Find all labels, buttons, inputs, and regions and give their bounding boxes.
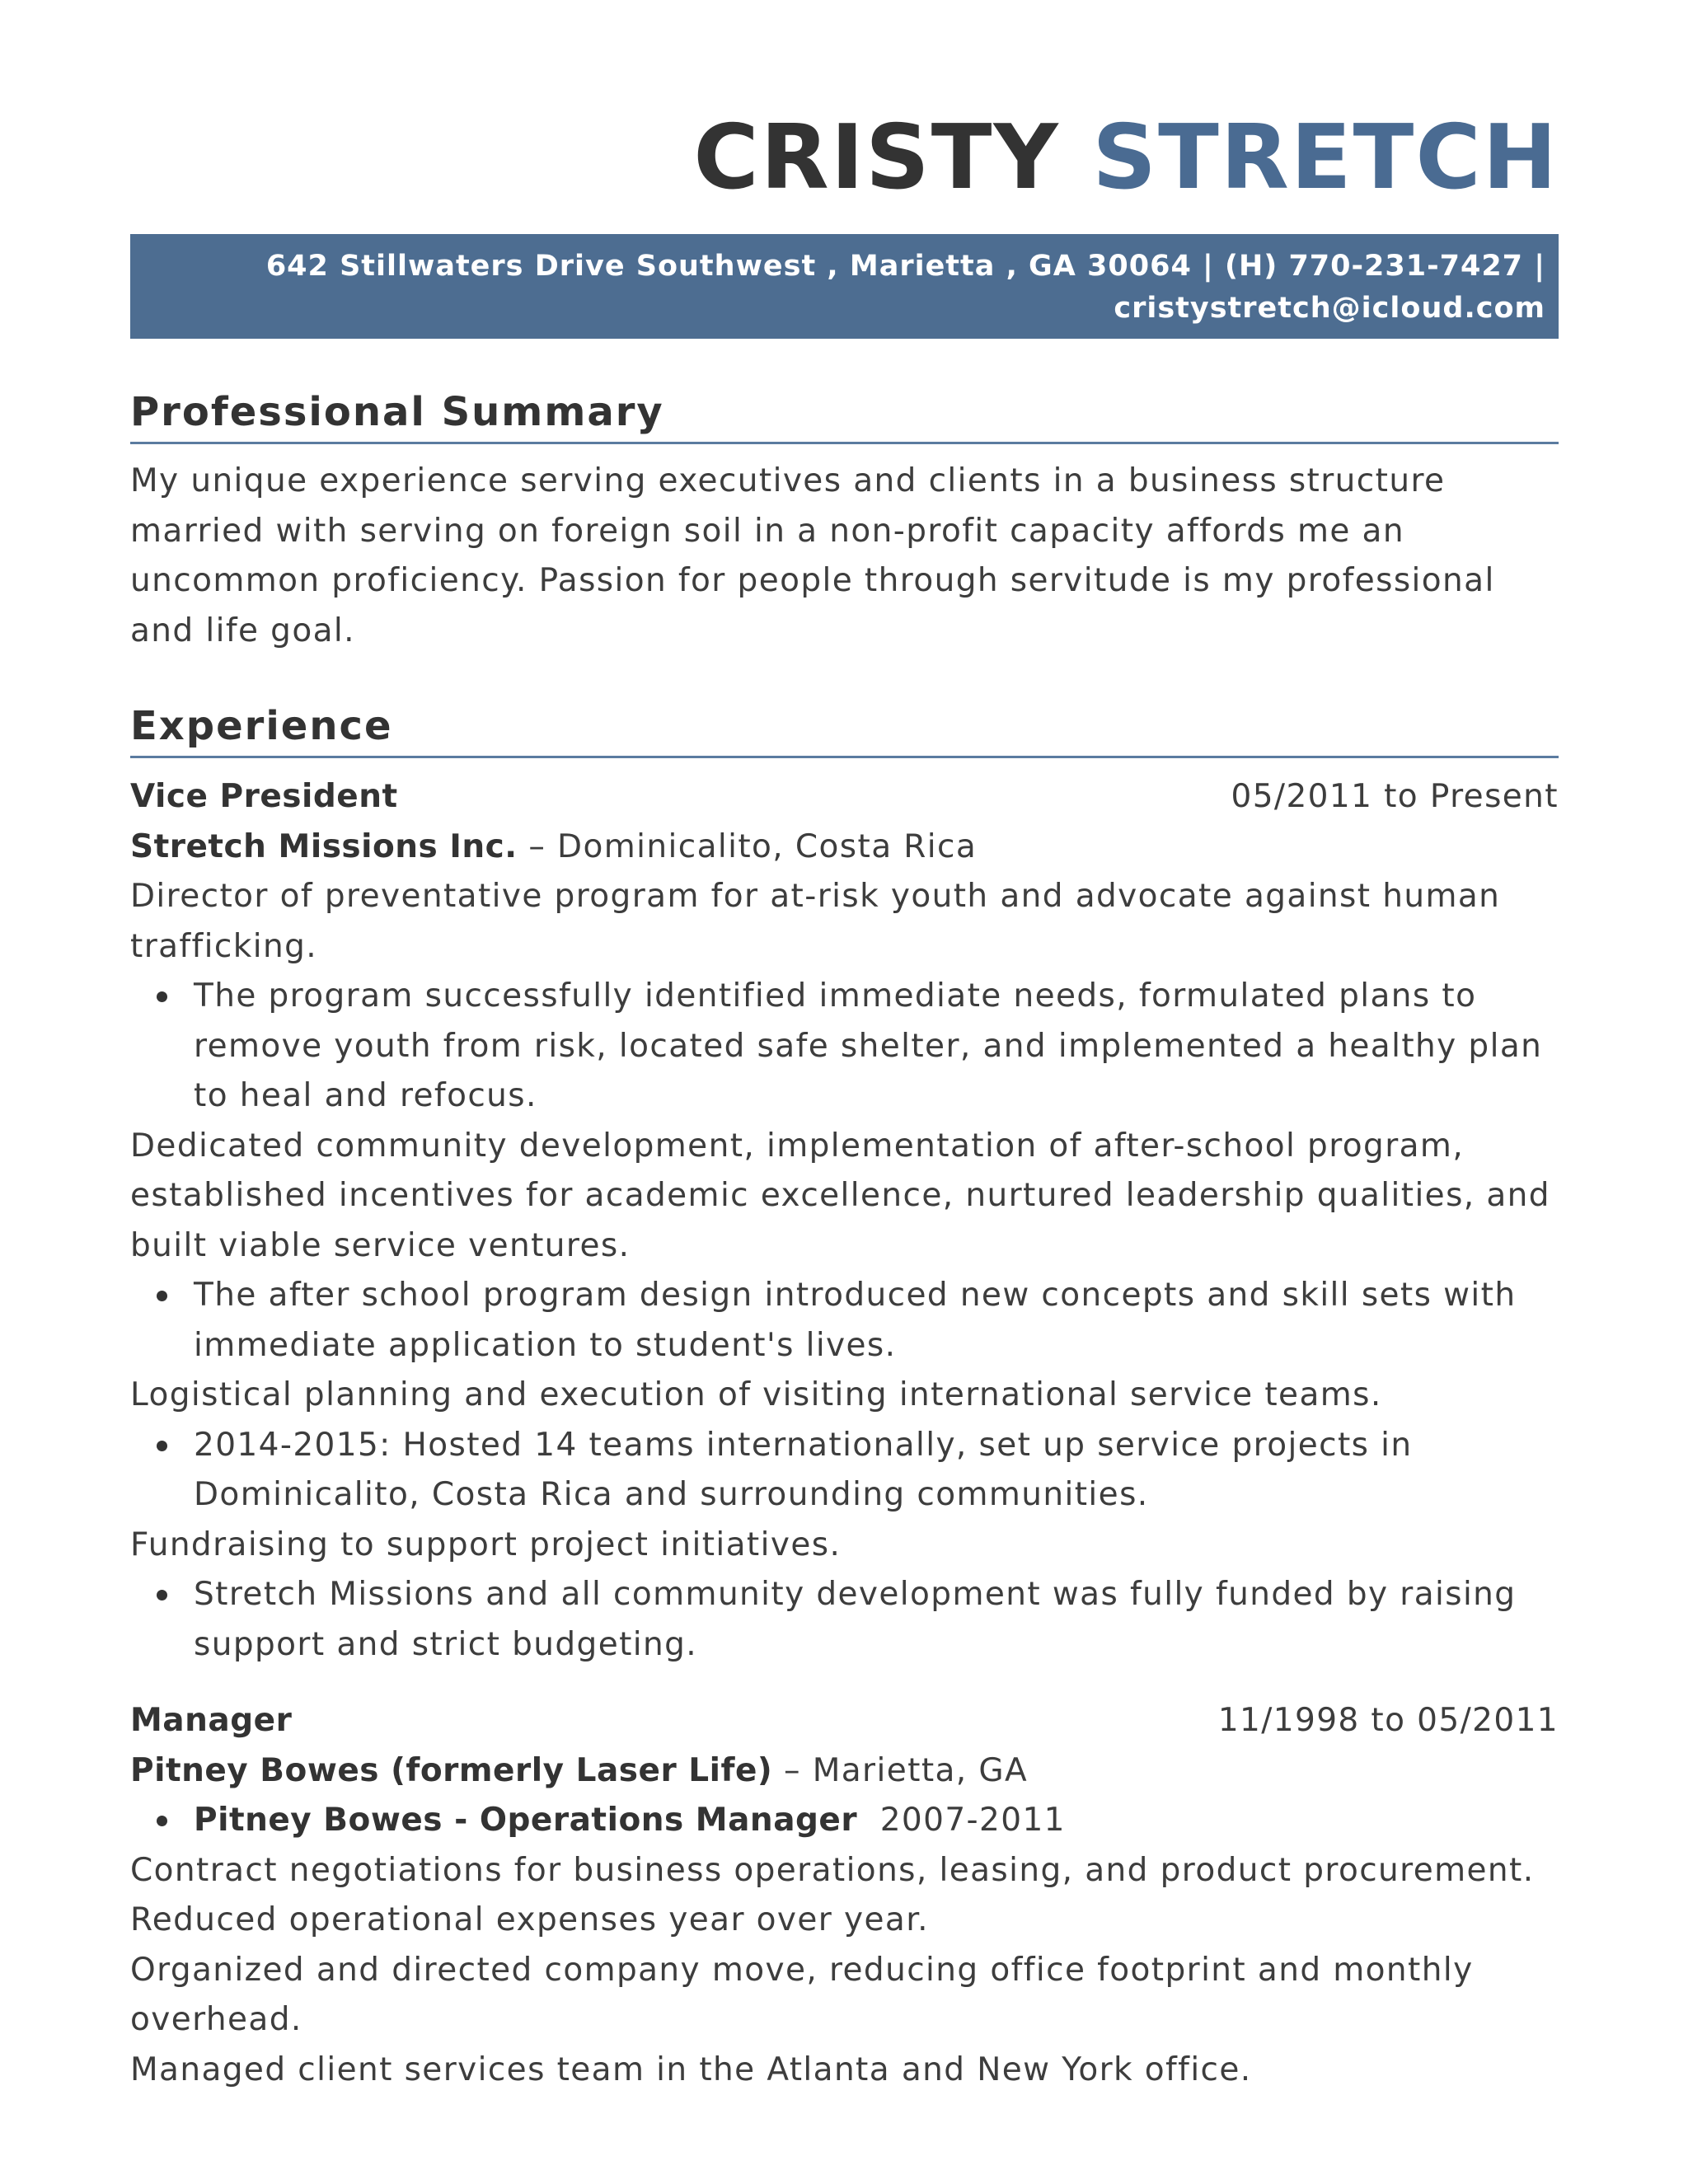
job-entry: [130, 1696, 1559, 2095]
job-description: Organized and directed company move, reducing office footprint and monthly overhead.: [130, 1951, 1474, 2038]
job-description: Fundraising to support project initiatives.: [130, 1526, 842, 1563]
bullet-list: [130, 1271, 1559, 1371]
bullet-item: [194, 1796, 1559, 1846]
job-dates: 05/2011 to Present: [1231, 778, 1559, 815]
job-description: Director of preventative program for at-risk youth and advocate against human trafficking.: [130, 878, 1501, 965]
bullet-list: [130, 1421, 1559, 1521]
job-description: Contract negotiations for business operations, leasing, and product procurement. Reduced operational expenses year over year.: [130, 1851, 1535, 1938]
company-location: – Marietta, GA: [772, 1751, 1029, 1789]
sub-role: Pitney Bowes - Operations Manager: [194, 1802, 858, 1839]
job-description: Managed client services team in the Atlanta and New York office.: [130, 2050, 1252, 2088]
job-company-line: [130, 1746, 1559, 1797]
job-description: Logistical planning and execution of visiting international service teams.: [130, 1376, 1382, 1413]
job-description: Dedicated community development, implementation of after-school program, established incentives for academic excellence, nurtured leadership qualities, and built viable service ventures.: [130, 1127, 1550, 1264]
summary-text: My unique experience serving executives and clients in a business structure married with serving on foreign soil in a non-profit capacity affords me an uncommon proficiency. Passion for people through servitude is my professional and life goal.: [130, 462, 1495, 649]
bullet-item: 2014-2015: Hosted 14 teams internationally, set up service projects in Dominicalito, Costa Rica and surrounding communities.: [194, 1421, 1559, 1521]
job-entry: [130, 772, 1559, 1670]
job-title: Vice President: [130, 778, 398, 815]
bullet-list: [130, 1570, 1559, 1670]
bullet-item: The program successfully identified immediate needs, formulated plans to remove youth from risk, located safe shelter, and implemented a healthy plan to heal and refocus.: [194, 972, 1559, 1122]
sub-role-years: 2007-2011: [857, 1802, 1066, 1839]
last-name: STRETCH: [1092, 106, 1559, 209]
bullet-item: Stretch Missions and all community development was fully funded by raising support and strict budgeting.: [194, 1570, 1559, 1670]
contact-email: cristystretch@icloud.com: [1114, 292, 1545, 325]
company-location: – Dominicalito, Costa Rica: [517, 827, 978, 865]
job-header: [130, 772, 1559, 823]
job-company-line: [130, 823, 1559, 873]
contact-bar: [130, 234, 1559, 339]
job-header: [130, 1696, 1559, 1746]
first-name: CRISTY: [693, 106, 1060, 209]
summary-heading: Professional Summary: [130, 392, 1559, 444]
company-name: Stretch Missions Inc.: [130, 827, 518, 865]
bullet-list: [130, 972, 1559, 1122]
bullet-item: The after school program design introduced new concepts and skill sets with immediate application to student's lives.: [194, 1271, 1559, 1371]
job-title: Manager: [130, 1702, 293, 1739]
contact-address-phone: 642 Stillwaters Drive Southwest , Marietta , GA 30064 | (H) 770-231-7427 |: [265, 250, 1545, 283]
job-dates: 11/1998 to 05/2011: [1217, 1702, 1559, 1739]
bullet-list: [130, 1796, 1559, 1846]
candidate-name: [693, 106, 1559, 209]
company-name: Pitney Bowes (formerly Laser Life): [130, 1751, 773, 1789]
experience-heading: Experience: [130, 706, 1559, 758]
